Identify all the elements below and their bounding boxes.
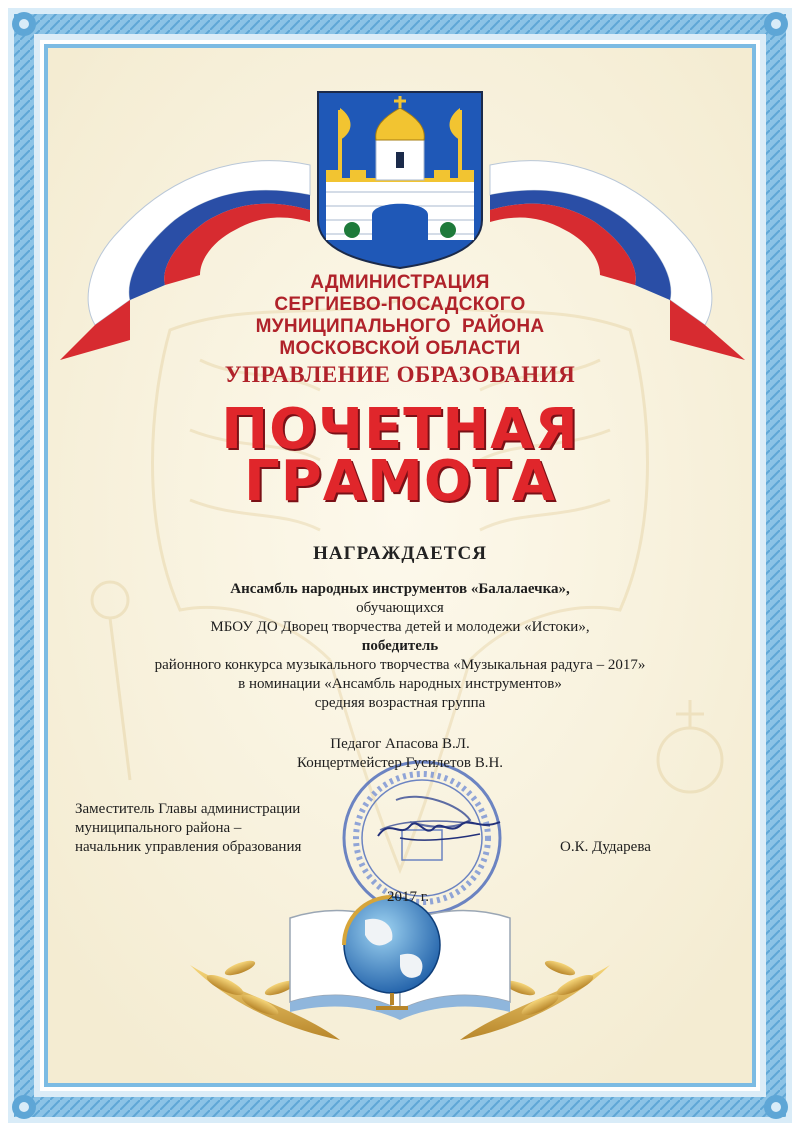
position-line-1: Заместитель Главы администрации	[75, 801, 301, 817]
year-label: 2017 г.	[387, 889, 429, 905]
teachers-block	[60, 735, 740, 773]
org-line-2: СЕРГИЕВО-ПОСАДСКОГО	[274, 294, 526, 315]
department-title: УПРАВЛЕНИЕ ОБРАЗОВАНИЯ	[224, 362, 576, 387]
award-line-contest: районного конкурса музыкального творчества «Музыкальная радуга – 2017»	[154, 657, 646, 673]
organization-block	[60, 272, 740, 360]
award-text	[60, 580, 740, 713]
award-line-nomination: в номинации «Ансамбль народных инструментов»	[238, 676, 562, 692]
signatory-position	[75, 800, 375, 857]
signatory-name: О.К. Дударева	[560, 839, 651, 855]
award-line-ensemble: Ансамбль народных инструментов «Балалаечка»,	[230, 581, 570, 597]
award-line-winner: победитель	[361, 638, 439, 654]
sergiev-posad-coat-of-arms-icon	[318, 92, 482, 268]
award-line-school: МБОУ ДО Дворец творчества детей и молодежи «Истоки»,	[210, 619, 590, 635]
teacher-line-2: Концертмейстер Гусилетов В.Н.	[296, 755, 504, 771]
award-line-students: обучающихся	[356, 600, 444, 616]
org-line-3: МУНИЦИПАЛЬНОГО РАЙОНА	[255, 316, 545, 337]
org-line-4: МОСКОВСКОЙ ОБЛАСТИ	[279, 338, 521, 359]
teacher-line-1: Педагог Апасова В.Л.	[330, 736, 470, 752]
title-line-2: ГРАМОТА	[244, 449, 556, 514]
position-line-3: начальник управления образования	[75, 839, 302, 855]
org-line-1: АДМИНИСТРАЦИЯ	[310, 272, 490, 293]
globe-on-book-icon	[290, 897, 510, 1020]
handwritten-signature	[370, 808, 510, 848]
position-line-2: муниципального района –	[75, 820, 242, 836]
awarded-label: НАГРАЖДАЕТСЯ	[313, 543, 487, 564]
award-line-age-group: средняя возрастная группа	[314, 695, 486, 711]
title-line-1: ПОЧЕТНАЯ	[221, 397, 579, 462]
